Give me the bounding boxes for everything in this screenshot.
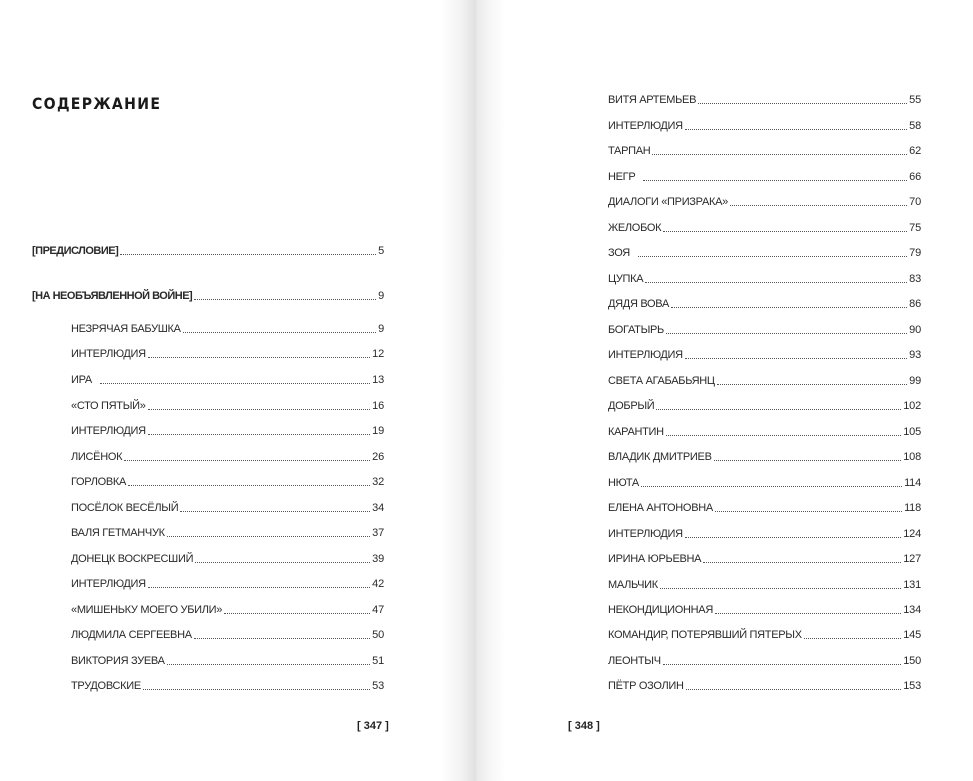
toc-entry-title: «СТО ПЯТЫЙ» — [71, 400, 146, 412]
toc-page-number: 47 — [372, 604, 384, 616]
toc-entry[interactable] — [608, 476, 921, 490]
dot-leader — [698, 102, 907, 104]
toc-page-number: 83 — [909, 273, 921, 285]
toc-page-number: 9 — [378, 323, 384, 335]
toc-entry-title: НЕГР — [608, 171, 636, 183]
dot-leader — [671, 306, 907, 308]
dot-leader — [643, 179, 907, 181]
toc-entry[interactable] — [71, 475, 384, 489]
toc-entry-title: «МИШЕНЬКУ МОЕГО УБИЛИ» — [71, 604, 223, 616]
toc-entry[interactable] — [608, 195, 921, 209]
toc-page-number: 62 — [909, 145, 921, 157]
dot-leader — [167, 663, 371, 665]
toc-page-number: 12 — [372, 348, 384, 360]
toc-entry-title: ИНТЕРЛЮДИЯ — [608, 120, 683, 132]
toc-page-number: 134 — [903, 604, 921, 616]
dot-leader — [703, 561, 901, 563]
dot-leader — [100, 382, 370, 384]
toc-page-number: 66 — [909, 171, 921, 183]
dot-leader — [660, 587, 901, 589]
toc-entry[interactable] — [608, 679, 921, 693]
toc-entry-title: ТРУДОВСКИЕ — [71, 680, 141, 692]
toc-entry-title: КАРАНТИН — [608, 426, 664, 438]
toc-page-number: 39 — [372, 553, 384, 565]
dot-leader — [666, 332, 907, 334]
toc-entry-title: ВЛАДИК ДМИТРИЕВ — [608, 451, 712, 463]
toc-page-number: 75 — [909, 222, 921, 234]
toc-page-number: 105 — [903, 426, 921, 438]
dot-leader — [148, 356, 370, 358]
toc-entry-title: ИРИНА ЮРЬЕВНА — [608, 553, 702, 565]
toc-page-number: 34 — [372, 502, 384, 514]
toc-entry-title: ЛЕОНТЫЧ — [608, 655, 661, 667]
dot-leader — [638, 255, 907, 257]
toc-page-number: 55 — [909, 94, 921, 106]
dot-leader — [804, 637, 901, 639]
dot-leader — [685, 128, 907, 130]
dot-leader — [183, 331, 376, 333]
toc-entry-title: ЛЮДМИЛА СЕРГЕЕВНА — [71, 629, 192, 641]
toc-entry-title: ЗОЯ — [608, 247, 630, 259]
toc-page-number: 42 — [372, 578, 384, 590]
toc-page-number: 102 — [903, 400, 921, 412]
toc-page-number: 32 — [372, 476, 384, 488]
toc-entry[interactable] — [608, 603, 921, 617]
dot-leader — [685, 357, 907, 359]
toc-section-title: [НА НЕОБЪЯВЛЕННОЙ ВОЙНЕ] — [32, 290, 193, 302]
toc-entry-title: КОМАНДИР, ПОТЕРЯВШИЙ ПЯТЕРЫХ — [608, 629, 802, 641]
toc-entry[interactable] — [71, 373, 384, 387]
toc-entry[interactable] — [608, 144, 921, 158]
dot-leader — [666, 434, 901, 436]
toc-entry-title: ИНТЕРЛЮДИЯ — [71, 425, 146, 437]
dot-leader — [715, 510, 902, 512]
toc-entry-title: ИНТЕРЛЮДИЯ — [71, 348, 146, 360]
toc-entry[interactable] — [608, 450, 921, 464]
toc-page-number: 93 — [909, 349, 921, 361]
dot-leader — [143, 688, 370, 690]
dot-leader — [195, 561, 370, 563]
toc-entry-title: ВИТЯ АРТЕМЬЕВ — [608, 94, 697, 106]
toc-entry-title: ВИКТОРИЯ ЗУЕВА — [71, 655, 165, 667]
toc-entry[interactable] — [71, 501, 384, 515]
toc-entry-title: ЛИСЁНОК — [71, 451, 123, 463]
toc-entry[interactable] — [71, 577, 384, 591]
toc-entry[interactable] — [608, 425, 921, 439]
page-number-folio: [ 347 ] — [357, 720, 389, 732]
toc-page-number: 53 — [372, 680, 384, 692]
toc-entry-title: ТАРПАН — [608, 145, 651, 157]
toc-entry-title: ЕЛЕНА АНТОНОВНА — [608, 502, 713, 514]
toc-entry-title: ИНТЕРЛЮДИЯ — [71, 578, 146, 590]
toc-entry-title: ДОБРЫЙ — [608, 400, 655, 412]
toc-entry[interactable] — [608, 297, 921, 311]
dot-leader — [224, 612, 370, 614]
toc-entry-title: ДЯДЯ ВОВА — [608, 298, 669, 310]
toc-page-number: 86 — [909, 298, 921, 310]
toc-section[interactable] — [32, 244, 384, 258]
toc-entry-title: ПОСЁЛОК ВЕСЁЛЫЙ — [71, 502, 179, 514]
toc-entry[interactable] — [608, 348, 921, 362]
dot-leader — [663, 230, 907, 232]
toc-entry[interactable] — [608, 119, 921, 133]
left-page — [0, 0, 476, 781]
toc-entry[interactable] — [608, 654, 921, 668]
right-page — [476, 0, 973, 781]
dot-leader — [645, 281, 907, 283]
toc-entry-title: ДОНЕЦК ВОСКРЕСШИЙ — [71, 553, 194, 565]
toc-page-number: 124 — [903, 528, 921, 540]
dot-leader — [652, 153, 907, 155]
toc-entry-title: НЕЗРЯЧАЯ БАБУШКА — [71, 323, 181, 335]
toc-page-number: 19 — [372, 425, 384, 437]
toc-entry-title: ЖЕЛОБОК — [608, 222, 662, 234]
toc-page-number: 145 — [903, 629, 921, 641]
toc-entry[interactable] — [71, 424, 384, 438]
toc-entry-title: ГОРЛОВКА — [71, 476, 127, 488]
toc-entry-title: НЮТА — [608, 477, 639, 489]
dot-leader — [663, 663, 901, 665]
dot-leader — [180, 510, 370, 512]
toc-entry-title: ИНТЕРЛЮДИЯ — [608, 528, 683, 540]
toc-page-number: 37 — [372, 527, 384, 539]
toc-entry[interactable] — [608, 170, 921, 184]
toc-entry[interactable] — [608, 399, 921, 413]
toc-page-number: 153 — [903, 680, 921, 692]
toc-entry[interactable] — [71, 399, 384, 413]
toc-page-number: 26 — [372, 451, 384, 463]
toc-entry-title: МАЛЬЧИК — [608, 579, 658, 591]
toc-entry-title: ВАЛЯ ГЕТМАНЧУК — [71, 527, 165, 539]
toc-page-number: 118 — [904, 502, 921, 514]
toc-entry-title: ИРА — [71, 374, 92, 386]
toc-entry[interactable] — [608, 323, 921, 337]
toc-entry[interactable] — [71, 654, 384, 668]
toc-page-number: 5 — [378, 245, 384, 257]
toc-entry[interactable] — [608, 272, 921, 286]
toc-section[interactable] — [32, 289, 384, 303]
toc-entry-title: ПЁТР ОЗОЛИН — [608, 680, 684, 692]
toc-page-number: 108 — [903, 451, 921, 463]
toc-entry[interactable] — [71, 679, 384, 693]
dot-leader — [148, 586, 370, 588]
toc-section-title: [ПРЕДИСЛОВИЕ] — [32, 245, 119, 257]
toc-entry[interactable] — [608, 221, 921, 235]
toc-page-number: 16 — [372, 400, 384, 412]
toc-entry[interactable] — [608, 527, 921, 541]
dot-leader — [148, 408, 371, 410]
toc-entry[interactable] — [608, 374, 921, 388]
toc-page-number: 131 — [903, 579, 921, 591]
toc-entry[interactable] — [71, 450, 384, 464]
dot-leader — [686, 688, 902, 690]
dot-leader — [194, 298, 376, 300]
toc-entry[interactable] — [608, 578, 921, 592]
toc-entry[interactable] — [71, 322, 384, 336]
toc-page-number: 50 — [372, 629, 384, 641]
toc-page-number: 90 — [909, 324, 921, 336]
toc-page-number: 79 — [909, 247, 921, 259]
dot-leader — [148, 433, 370, 435]
toc-page-number: 13 — [372, 374, 384, 386]
dot-leader — [194, 637, 370, 639]
toc-page-number: 127 — [903, 553, 921, 565]
toc-entry[interactable] — [608, 628, 921, 642]
dot-leader — [124, 459, 370, 461]
toc-entry[interactable] — [608, 501, 921, 515]
toc-entry-title: ДИАЛОГИ «ПРИЗРАКА» — [608, 196, 728, 208]
dot-leader — [128, 484, 370, 486]
toc-page-number: 150 — [903, 655, 921, 667]
toc-page-number: 99 — [909, 375, 921, 387]
dot-leader — [730, 204, 907, 206]
contents-heading: СОДЕРЖАНИЕ — [32, 94, 162, 113]
toc-entry-title: БОГАТЫРЬ — [608, 324, 664, 336]
toc-entry[interactable] — [608, 93, 921, 107]
toc-entry[interactable] — [71, 526, 384, 540]
dot-leader — [167, 535, 370, 537]
toc-entry[interactable] — [71, 347, 384, 361]
toc-entry[interactable] — [71, 552, 384, 566]
dot-leader — [717, 383, 907, 385]
dot-leader — [120, 253, 376, 255]
toc-page-number: 51 — [372, 655, 384, 667]
toc-entry[interactable] — [71, 628, 384, 642]
toc-page-number: 70 — [909, 196, 921, 208]
dot-leader — [641, 485, 902, 487]
toc-entry[interactable] — [608, 552, 921, 566]
dot-leader — [715, 612, 901, 614]
toc-entry-title: ИНТЕРЛЮДИЯ — [608, 349, 683, 361]
dot-leader — [685, 536, 901, 538]
toc-entry[interactable] — [71, 603, 384, 617]
toc-entry[interactable] — [608, 246, 921, 260]
dot-leader — [656, 408, 901, 410]
toc-entry-title: СВЕТА АГАБАБЬЯНЦ — [608, 375, 715, 387]
toc-entry-title: НЕКОНДИЦИОННАЯ — [608, 604, 713, 616]
page-number-folio: [ 348 ] — [568, 720, 600, 732]
toc-page-number: 114 — [904, 477, 921, 489]
dot-leader — [714, 459, 902, 461]
toc-page-number: 58 — [909, 120, 921, 132]
toc-page-number: 9 — [378, 290, 384, 302]
toc-entry-title: ЦУПКА — [608, 273, 644, 285]
